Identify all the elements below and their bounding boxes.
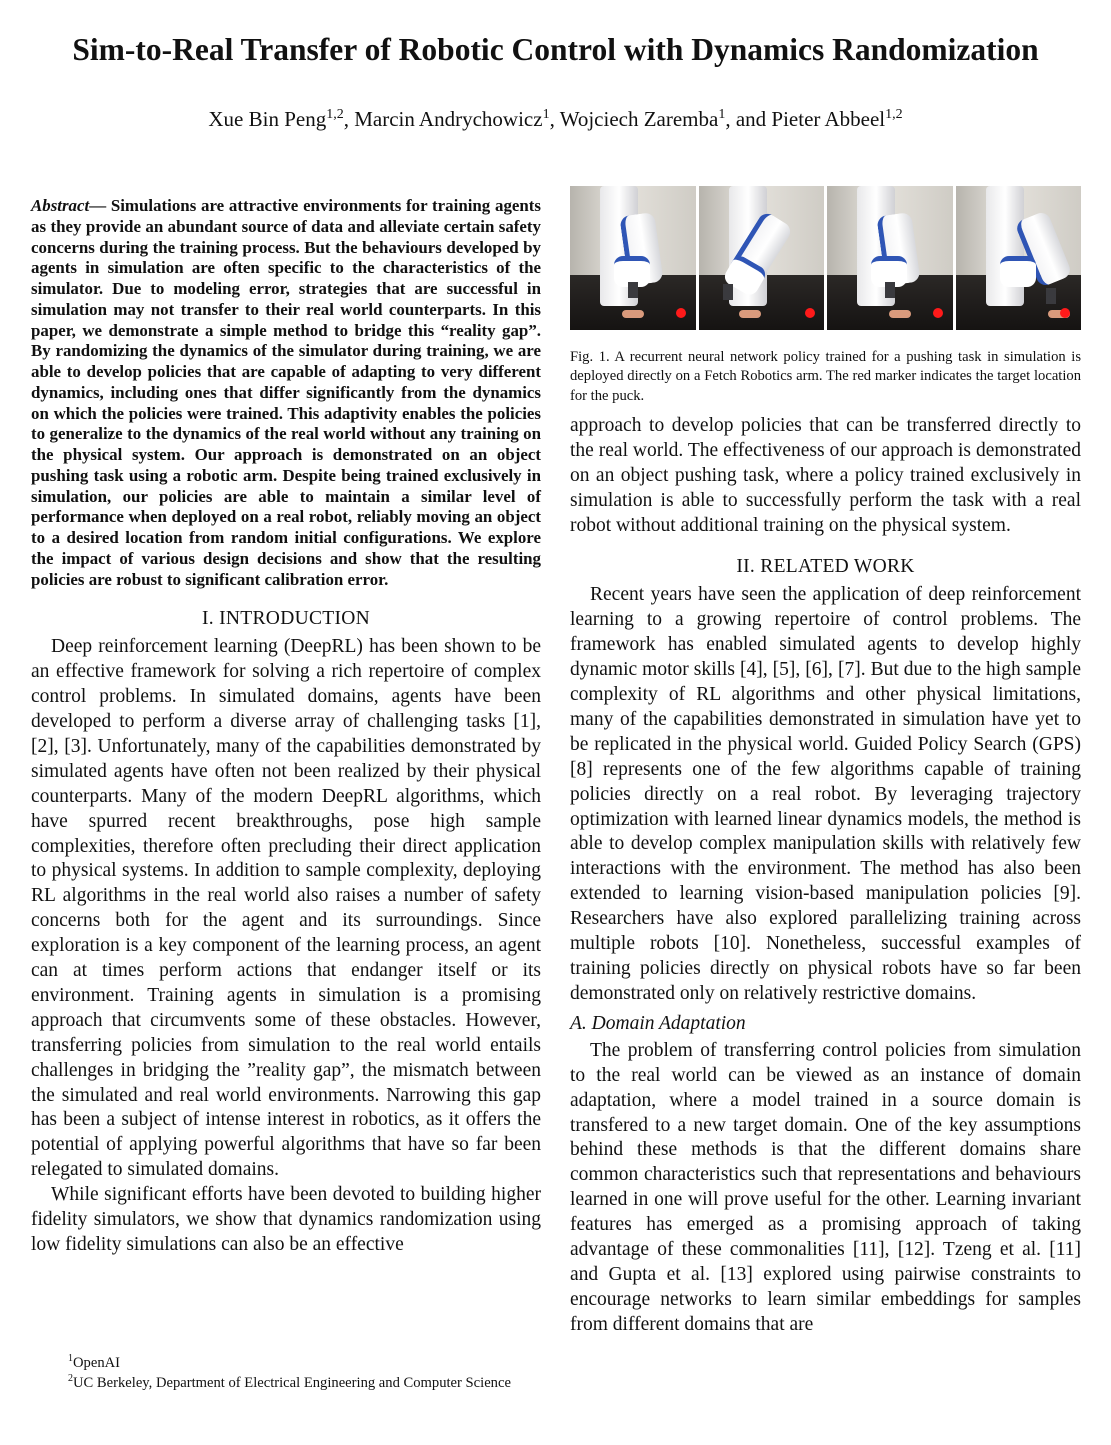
target-marker: [676, 308, 686, 318]
left-column: [31, 196, 541, 1258]
puck: [889, 310, 911, 318]
section-heading-related-work: II. RELATED WORK: [736, 556, 915, 578]
target-marker: [805, 308, 815, 318]
author-separator: , and: [725, 107, 772, 131]
right-column: [570, 186, 1081, 1338]
author-name: Marcin Andrychowicz: [354, 107, 543, 131]
paper-title: Sim-to-Real Transfer of Robotic Control with Dynamics Randomization: [72, 32, 1039, 67]
robot-photo-panel: [570, 186, 696, 330]
figure-caption: Fig. 1. A recurrent neural network policy trained for a pushing task in simulation is deployed directly on a Fetch Robotics arm. The red marker indicates the target location for the puck.: [570, 349, 1081, 404]
puck: [622, 310, 644, 318]
author-affiliation: 1,2: [885, 107, 903, 122]
related-work-paragraph: Recent years have seen the application of deep reinforcement learning to a growing repertoire of control problems. The framework has enabled simulated agents to develop highly dynamic motor skills [4], [5], [6], [7]. But due to the high sample complexity of RL algorithms and other physical limitations, many of the capabilities demonstrated in simulation have yet to be replicated in the physical world. Guided Policy Search (GPS) [8] represents one of the few algorithms capable of training policies directly on a real robot. By leveraging trajectory optimization with learned linear dynamics models, the method is able to develop complex manipulation skills with relatively few interactions with the environment. The method has also been extended to learning vision-based manipulation policies [9]. Researchers have also explored parallelizing training across multiple robots [10]. Nonetheless, successful examples of training policies directly on physical robots have so far been demonstrated only on relatively restrictive domains.: [570, 584, 1081, 1004]
footnote-mark: 2: [68, 1372, 73, 1384]
author-affiliation: 1: [718, 107, 726, 122]
robot-photo-panel: [699, 186, 825, 330]
author-separator: ,: [549, 107, 560, 131]
author-name: Xue Bin Peng: [208, 107, 327, 131]
footnote-mark: 1: [68, 1353, 73, 1364]
target-marker: [933, 308, 943, 318]
intro-continuation: approach to develop policies that can be transferred directly to the real world. The effectiveness of our approach is demonstrated on an object pushing task, where a policy trained exclusively in simulation is able to successfully perform the task with a real robot without additional training on the physical system.: [570, 414, 1081, 536]
author-list: [0, 104, 1111, 134]
section-heading-introduction: I. INTRODUCTION: [201, 608, 371, 630]
author-name: Pieter Abbeel: [771, 107, 886, 131]
author-affiliation: 1: [542, 107, 550, 122]
abstract-dash: —: [89, 196, 111, 215]
footnotes: [31, 1354, 541, 1393]
footnote: [31, 1354, 541, 1374]
target-marker: [1060, 308, 1070, 318]
subsection-heading-domain-adaptation: A. Domain Adaptation: [570, 1012, 746, 1034]
intro-paragraph: Deep reinforcement learning (DeepRL) has been shown to be an effective framework for solving a rich repertoire of complex control problems. In simulated domains, agents have been developed to perform a diverse array of challenging tasks [1], [2], [3]. Unfortunately, many of the capabilities demonstrated by simulated agents have often not been realized by their physical counterparts. Many of the modern DeepRL algorithms, which have spurred recent breakthroughs, pose high sample complexities, therefore often precluding their direct application to physical systems. In addition to sample complexity, deploying RL algorithms in the real world also raises a number of safety concerns both for the agent and its surroundings. Since exploration is a key component of the learning process, an agent can at times perform actions that endanger itself or its environment. Training agents in simulation is a promising approach that circumvents some of these obstacles. However, transferring policies from simulation to the real world entails challenges in bridging the ”reality gap”, the mismatch between the simulated and real world environments. Narrowing this gap has been a subject of intense interest in robotics, as it offers the potential of applying powerful algorithms that have so far been relegated to simulated domains.: [31, 636, 541, 1181]
footnote-text: OpenAI: [73, 1355, 121, 1371]
figure-robot-panels: [570, 186, 1081, 330]
robot-photo-panel: [827, 186, 953, 330]
abstract-label: Abstract: [31, 196, 90, 215]
robot-photo-panel: [956, 186, 1082, 330]
footnote: [31, 1374, 541, 1394]
robot-base: [986, 186, 1024, 306]
abstract: [31, 196, 541, 590]
puck: [739, 310, 761, 318]
domain-adaptation-paragraph: The problem of transferring control policies from simulation to the real world can be viewed as an instance of domain adaptation, where a model trained in a source domain is transfered to a new target domain. One of the key assumptions behind these methods is that the different domains share common characteristics such that representations and behaviours learned in one will prove useful for the other. Learning invariant features has emerged as a promising approach of taking advantage of these commonalities [11], [12]. Tzeng et al. [11] and Gupta et al. [13] explored using pairwise constraints to encourage networks to learn similar embeddings for samples from different domains that are: [570, 1039, 1081, 1335]
author-affiliation: 1,2: [326, 107, 344, 122]
abstract-text: Simulations are attractive environments for training agents as they provide an abundant source of data and alleviate certain safety concerns during the training process. But the behaviours developed by agents in simulation are often specific to the characteristics of the simulator. Due to modeling error, strategies that are successful in simulation may not transfer to their real world counterparts. In this paper, we demonstrate a simple method to bridge this “reality gap”. By randomizing the dynamics of the simulator during training, we are able to develop policies that are capable of adapting to very different dynamics, including ones that differ significantly from the dynamics on which the policies were trained. This adaptivity enables the policies to generalize to the dynamics of the real world without any training on the physical system. Our approach is demonstrated on an object pushing task using a robotic arm. Despite being trained exclusively in simulation, our policies are able to maintain a similar level of performance when deployed on a real robot, reliably moving an object to a desired location from random initial configurations. We explore the impact of various design decisions and show that the resulting policies are robust to significant calibration error.: [31, 196, 541, 589]
author-name: Wojciech Zaremba: [559, 107, 719, 131]
intro-paragraph: While significant efforts have been devoted to building higher fidelity simulators, we show that dynamics randomization using low fidelity simulations can also be an effective: [31, 1184, 541, 1255]
author-separator: ,: [343, 107, 355, 131]
footnote-text: UC Berkeley, Department of Electrical Engineering and Computer Science: [73, 1374, 511, 1391]
